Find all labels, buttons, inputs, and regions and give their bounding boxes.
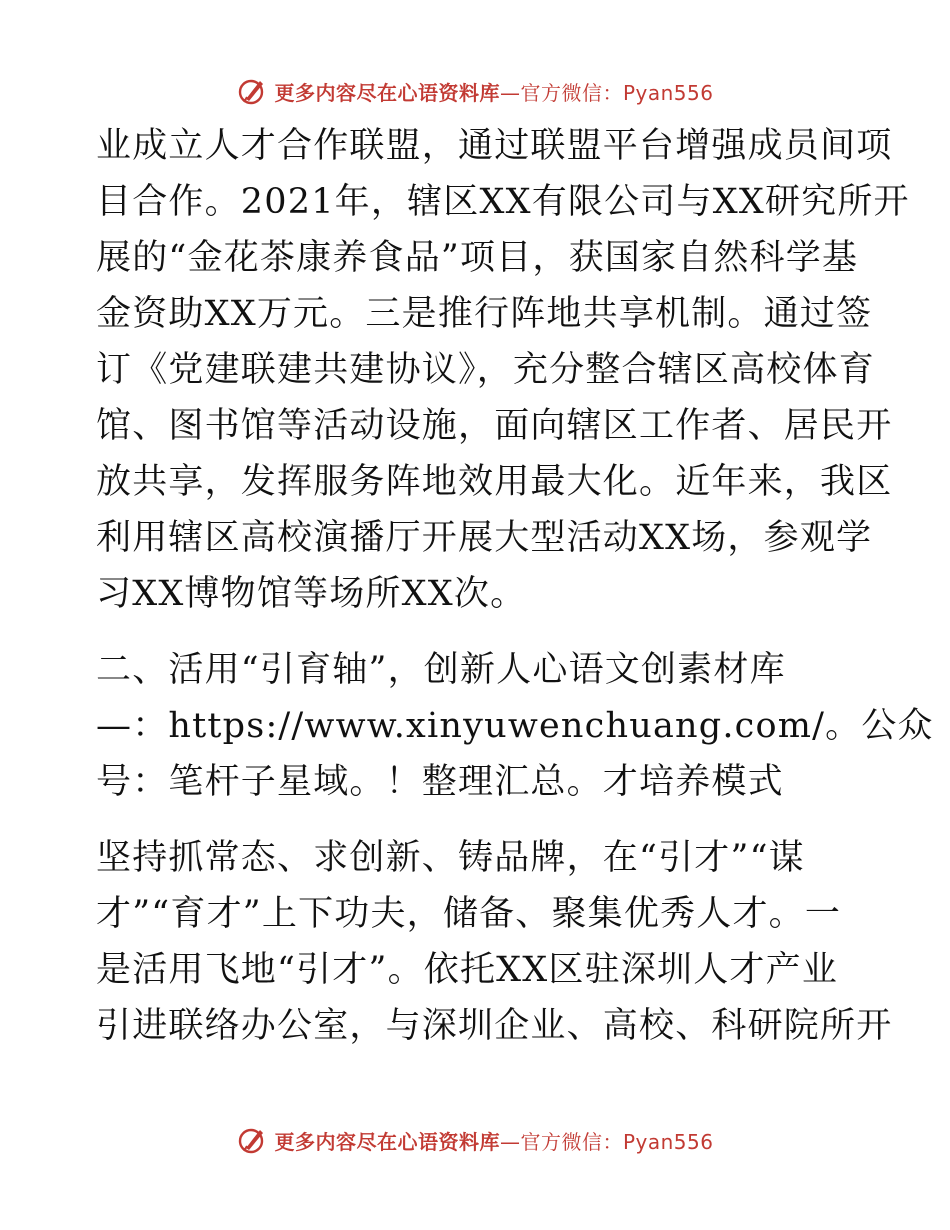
- quill-logo-icon: [236, 75, 268, 107]
- text-line: 目合作。2021年，辖区XX有限公司与XX研究所开: [96, 182, 910, 222]
- header-watermark: [0, 71, 950, 111]
- footer-brand: 更多内容尽在心语资料库: [274, 1129, 500, 1154]
- text-line: 馆、图书馆等活动设施，面向辖区工作者、居民开: [96, 406, 893, 446]
- text-line: 订《党建联建共建协议》，充分整合辖区高校体育: [96, 350, 875, 390]
- text-line: 坚持抓常态、求创新、铸品牌，在“引才”“谋: [96, 838, 805, 878]
- text-line: 是活用飞地“引才”。依托XX区驻深圳人才产业: [96, 950, 839, 990]
- footer-separator: —: [499, 1129, 521, 1154]
- text-line: 利用辖区高校演播厅开展大型活动XX场，参观学: [96, 518, 873, 558]
- paragraph: [96, 830, 893, 1054]
- section-heading-paragraph: [96, 642, 934, 810]
- section-heading-line: 二、活用“引育轴”，创新人心语文创素材库: [96, 650, 786, 690]
- quill-logo-icon: [236, 1124, 268, 1156]
- paragraph: [96, 118, 910, 622]
- document-body: [96, 118, 934, 1054]
- paragraph-spacer: [96, 810, 866, 830]
- text-line: 号：笔杆子星域。！整理汇总。才培养模式: [96, 762, 784, 802]
- text-line: 展的“金花茶康养食品”项目，获国家自然科学基: [96, 238, 859, 278]
- text-line: 放共享，发挥服务阵地效用最大化。近年来，我区: [96, 462, 893, 502]
- header-brand: 更多内容尽在心语资料库: [274, 80, 500, 105]
- text-line: 习XX博物馆等场所XX次。: [96, 574, 527, 614]
- text-line: —：https://www.xinyuwenchuang.com/。公众: [96, 706, 934, 746]
- text-line: 才”“育才”上下功夫，储备、聚集优秀人才。一: [96, 894, 842, 934]
- paragraph-spacer: [96, 622, 866, 642]
- footer-contact: 官方微信：Pyan556: [520, 1129, 714, 1154]
- header-contact: 官方微信：Pyan556: [520, 80, 714, 105]
- text-line: 业成立人才合作联盟，通过联盟平台增强成员间项: [96, 126, 893, 166]
- footer-watermark: [0, 1120, 950, 1160]
- text-line: 金资助XX万元。三是推行阵地共享机制。通过签: [96, 294, 873, 334]
- text-line: 引进联络办公室，与深圳企业、高校、科研院所开: [96, 1006, 893, 1046]
- header-separator: —: [499, 80, 521, 105]
